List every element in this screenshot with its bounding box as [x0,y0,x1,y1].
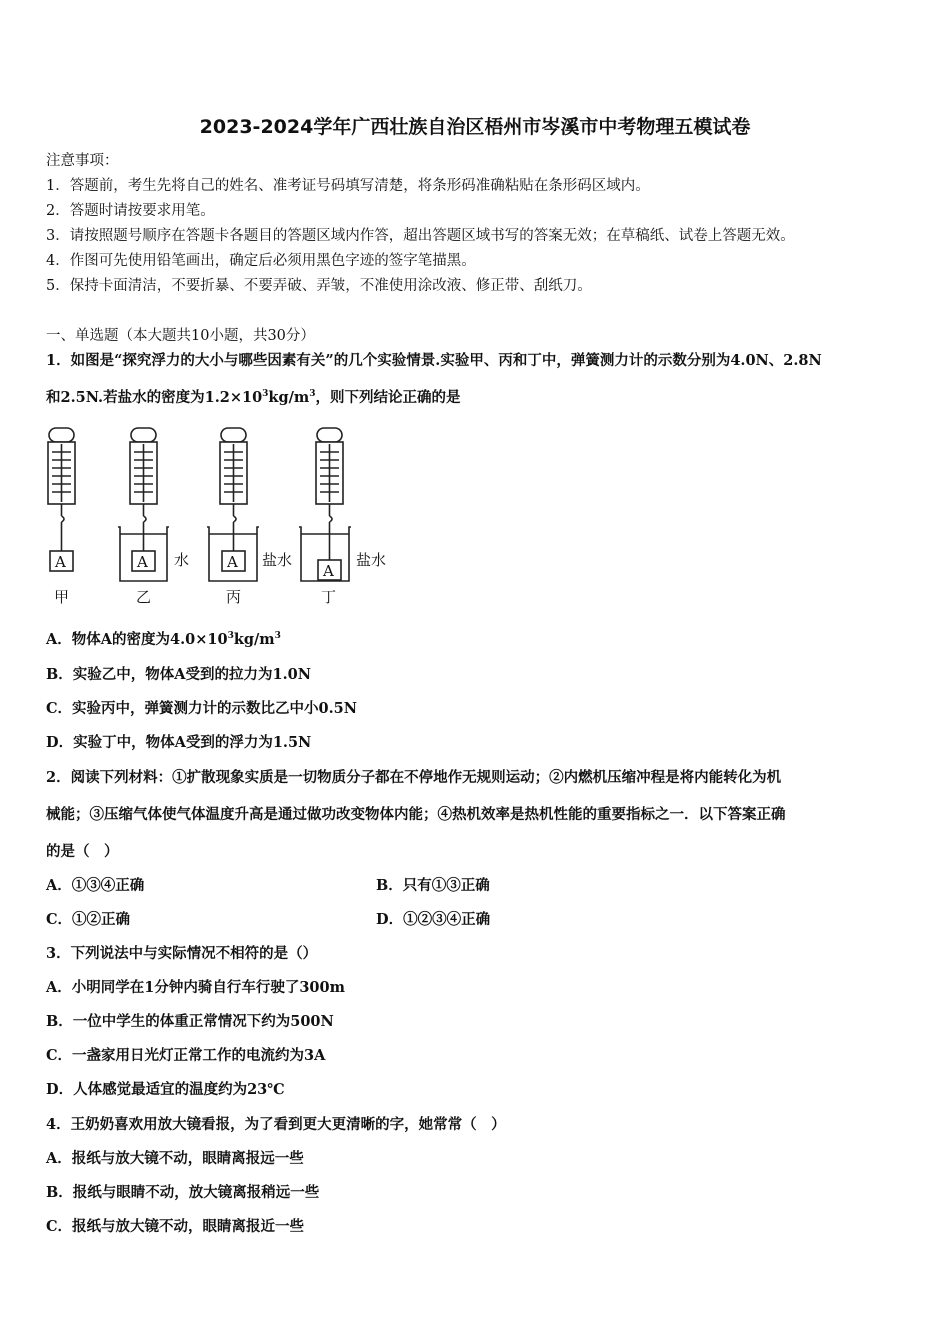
caption-jia: 甲 [54,588,70,606]
q1-option-a [46,630,281,650]
q1-sup: 3 [262,389,269,399]
section-heading: 一、单选题（本大题共10小题，共30分） [46,328,315,344]
q4-option-b: B．报纸与眼睛不动，放大镜离报稍远一些 [46,1184,320,1201]
notice-item-3: 3．请按照题号顺序在答题卡各题目的答题区域内作答，超出答题区域书写的答案无效；在草稿纸、试卷上答题无效。 [46,228,795,244]
q3-option-a: A．小明同学在1分钟内骑自行车行驶了300m [46,979,345,996]
q2-option-d: D．①②③④正确 [376,911,491,928]
liquid-label-salt: 盐水 [356,551,387,569]
q1-sup: 3 [309,389,316,399]
q3-option-c: C．一盏家用日光灯正常工作的电流约为3A [46,1047,326,1064]
q1-option-a-unit: kg/m [233,631,275,648]
block-a-label: A [323,562,334,580]
notice-item-2: 2．答题时请按要求用笔。 [46,203,215,219]
spring-scale-jia [48,428,75,571]
block-a-label: A [137,553,148,571]
q4-stem: 4．王奶奶喜欢用放大镜看报，为了看到更大更清晰的字，她常常（ ） [46,1116,506,1133]
q1-option-b: B．实验乙中，物体A受到的拉力为1.0N [46,666,311,683]
q1-figure [40,420,420,608]
q1-stem-line1: 1．如图是“探究浮力的大小与哪些因素有关”的几个实验情景.实验甲、丙和丁中，弹簧测力计的示数分别为4.0N、2.8N [46,352,822,369]
notice-item-5: 5．保持卡面清洁，不要折暴、不要弄破、弄皱，不准使用涂改液、修正带、刮纸刀。 [46,278,592,294]
q1-stem-part: kg/m [268,389,310,406]
q1-stem-part: 和2.5N.若盐水的密度为1.2×10 [46,389,263,406]
caption-bing: 丙 [226,588,242,606]
q3-option-d: D．人体感觉最适宜的温度约为23℃ [46,1081,285,1098]
q1-option-d: D．实验丁中，物体A受到的浮力为1.5N [46,734,312,751]
q1-option-c: C．实验丙中，弹簧测力计的示数比乙中小0.5N [46,700,358,717]
q1-option-a-sup: 3 [274,631,281,641]
q2-option-b: B．只有①③正确 [376,877,490,894]
q2-stem-line3: 的是（ ） [46,843,119,860]
liquid-label-water: 水 [174,551,190,569]
spring-scale-ding [299,428,351,581]
q1-option-a-sup: 3 [227,631,234,641]
spring-scale-diagram [40,420,420,608]
q3-option-b: B．一位中学生的体重正常情况下约为500N [46,1013,334,1030]
q2-stem-line2: 械能；③压缩气体使气体温度升高是通过做功改变物体内能；④热机效率是热机性能的重要指标之一．以下答案正确 [46,806,786,823]
q4-option-c: C．报纸与放大镜不动，眼睛离报近一些 [46,1218,305,1235]
notice-item-4: 4．作图可先使用铅笔画出，确定后必须用黑色字迹的签字笔描黑。 [46,253,476,269]
liquid-label-salt: 盐水 [262,551,293,569]
notice-heading: 注意事项： [46,153,119,169]
q1-stem-line2 [46,388,461,408]
caption-ding: 丁 [321,588,337,606]
q1-stem-part: ，则下列结论正确的是 [315,389,461,406]
q3-stem: 3．下列说法中与实际情况不相符的是（） [46,945,318,962]
notice-item-1: 1．答题前，考生先将自己的姓名、准考证号码填写清楚，将条形码准确粘贴在条形码区域内。 [46,178,650,194]
page-title: 2023-2024学年广西壮族自治区梧州市岑溪市中考物理五模试卷 [199,116,751,138]
block-a-label: A [227,553,238,571]
q1-option-a-text: A．物体A的密度为4.0×10 [46,631,228,648]
q2-stem-line1: 2．阅读下列材料：①扩散现象实质是一切物质分子都在不停地作无规则运动；②内燃机压缩冲程是将内能转化为机 [46,769,782,786]
q2-option-c: C．①②正确 [46,911,131,928]
q2-option-a: A．①③④正确 [46,877,145,894]
q4-option-a: A．报纸与放大镜不动，眼睛离报远一些 [46,1150,304,1167]
block-a-label: A [55,553,66,571]
caption-yi: 乙 [136,588,152,606]
